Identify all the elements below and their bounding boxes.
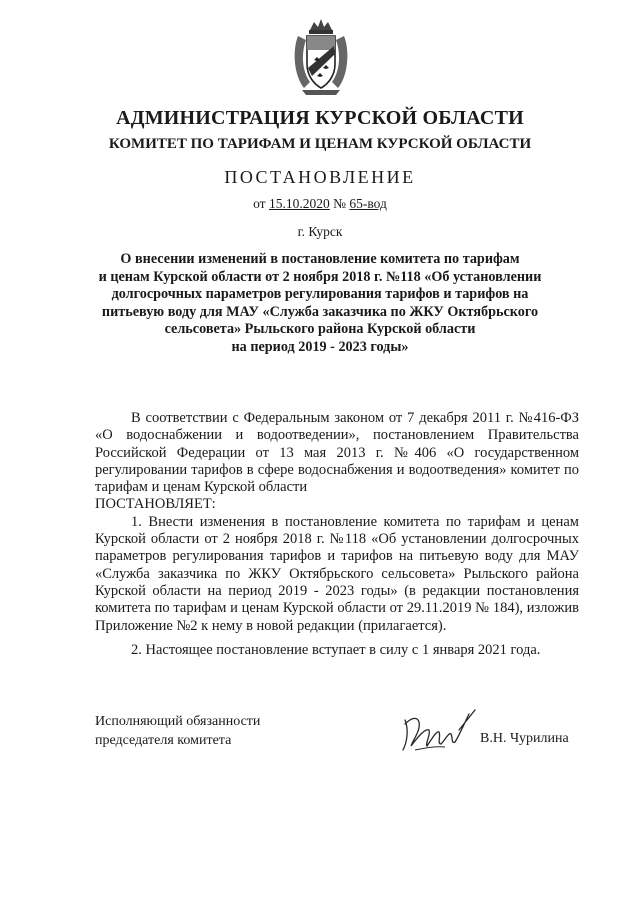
handwritten-signature-icon <box>395 700 487 758</box>
signatory-position <box>95 712 260 750</box>
subject-line: долгосрочных параметров регулирования тарифов и тарифов на <box>111 286 529 303</box>
date-line <box>0 196 640 212</box>
position-line: председателя комитета <box>95 733 232 748</box>
position-line: Исполняющий обязанности <box>95 714 261 729</box>
date-prefix: от <box>253 196 266 211</box>
item-2-paragraph: 2. Настоящее постановление вступает в силу с 1 января 2021 года. <box>131 641 541 658</box>
item-1-paragraph: 1. Внести изменения в постановление комитета по тарифам и ценам Курской области от 2 ноября 2018 г. №118 «Об установлении долгосрочных параметров регулирования тарифов и тарифов на питьевую воду для МАУ «Служба заказчика по ЖКУ Октябрьского сельсовета» Рыльского района Курской области на период 2019 - 2023 годы» (в редакции постановления комитета по тарифам и ценам Курской области от 29.11.2019 № 184), изложив Приложение №2 к нему в новой редакции (прилагается). <box>95 513 579 634</box>
subject-line: питьевую воду для МАУ «Служба заказчика по ЖКУ Октябрьского <box>101 303 539 320</box>
signatory-name: В.Н. Чурилина <box>480 731 569 746</box>
subject-line: на период 2019 - 2023 годы» <box>231 338 409 355</box>
document-subject <box>0 251 640 357</box>
number-prefix: № <box>333 196 346 211</box>
resolves-line: ПОСТАНОВЛЯЕТ: <box>95 496 216 513</box>
document-date: 15.10.2020 <box>268 196 330 211</box>
subject-line: и ценам Курской области от 2 ноября 2018 г. №118 «Об установлении <box>98 268 542 285</box>
committee-title: КОМИТЕТ ПО ТАРИФАМ И ЦЕНАМ КУРСКОЙ ОБЛАСТИ <box>108 136 532 152</box>
document-number: 65-вод <box>349 196 387 211</box>
coat-of-arms-icon <box>290 16 352 96</box>
document-body <box>95 410 579 659</box>
org-title: АДМИНИСТРАЦИЯ КУРСКОЙ ОБЛАСТИ <box>116 107 524 129</box>
document-type: ПОСТАНОВЛЕНИЕ <box>224 167 416 187</box>
subject-line: сельсовета» Рыльского района Курской области <box>164 321 476 338</box>
preamble-paragraph: В соответствии с Федеральным законом от 7 декабря 2011 г. №416-ФЗ «О водоснабжении и водоотведении», постановлением Правительства Российской Федерации от 13 мая 2013 г. №406 «О государственном регулировании тарифов в сфере водоснабжения и водоотведения» комитет по тарифам и ценам Курской области <box>95 410 579 496</box>
city: г. Курск <box>297 224 343 239</box>
subject-line: О внесении изменений в постановление комитета по тарифам <box>120 251 520 267</box>
